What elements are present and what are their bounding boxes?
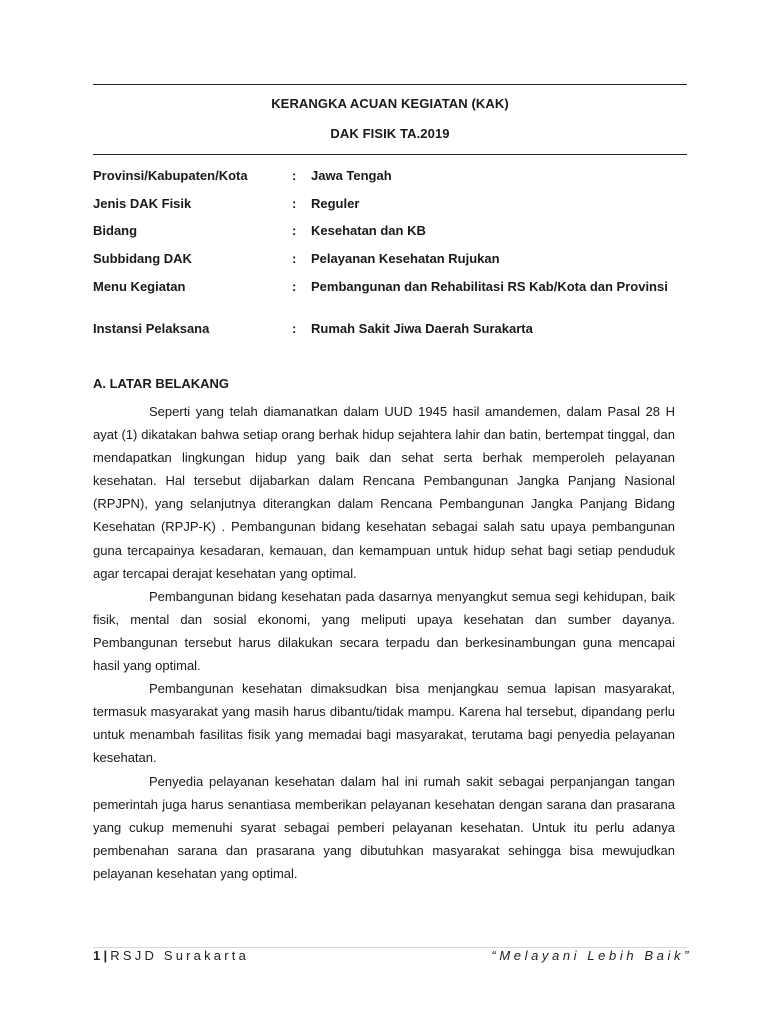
meta-colon: : <box>292 279 297 294</box>
paragraph: Pembangunan bidang kesehatan pada dasarnya menyangkut semua segi kehidupan, baik fisik, mental dan sosial ekonomi, yang meliputi upaya kesehatan dan sumber dayanya. Pembangunan tersebut harus dilakukan secara terpadu dan berkesinambungan guna mencapai hasil yang optimal. <box>93 588 675 674</box>
paragraph: Seperti yang telah diamanatkan dalam UUD 1945 hasil amandemen, dalam Pasal 28 H ayat (1) dikatakan bahwa setiap orang berhak hidup sejahtera lahir dan batin, bertempat tinggal, dan mendapatkan lingkungan hidup yang baik dan sehat serta berhak memperoleh pelayanan kesehatan. Hal tersebut dijabarkan dalam Rencana Pembangunan Jangka Panjang Nasional (RPJPN), yang selanjutnya diterangkan dalam Rencana Pembangunan Jangka Panjang Bidang Kesehatan (RPJP-K) . Pembangunan bidang kesehatan sebagai salah satu upaya pembangunan guna tercapainya kesadaran, kemauan, dan kemampuan untuk hidup sehat bagi setiap penduduk agar tercapai derajat kesehatan yang optimal. <box>93 404 675 581</box>
document-title: KERANGKA ACUAN KEGIATAN (KAK) <box>271 96 509 111</box>
header-divider <box>93 154 687 155</box>
meta-label: Bidang <box>93 223 138 238</box>
meta-colon: : <box>292 251 297 266</box>
meta-value: Jawa Tengah <box>311 168 392 183</box>
page-number: 1 <box>93 948 104 963</box>
document-subtitle: DAK FISIK TA.2019 <box>330 126 450 141</box>
footer-organization: RSJD Surakarta <box>110 948 250 963</box>
meta-value: Pembangunan dan Rehabilitasi RS Kab/Kota dan Provinsi <box>311 279 668 294</box>
footer-left <box>93 948 249 963</box>
meta-value: Kesehatan dan KB <box>311 223 426 238</box>
meta-label: Jenis DAK Fisik <box>93 196 192 211</box>
meta-colon: : <box>292 223 297 238</box>
meta-value: Reguler <box>311 196 360 211</box>
meta-label: Subbidang DAK <box>93 251 192 266</box>
footer-motto: “Melayani Lebih Baik” <box>491 948 692 963</box>
meta-colon: : <box>292 321 297 336</box>
meta-label: Menu Kegiatan <box>93 279 186 294</box>
footer-separator: | <box>103 948 111 963</box>
meta-label: Instansi Pelaksana <box>93 321 210 336</box>
meta-value: Rumah Sakit Jiwa Daerah Surakarta <box>311 321 533 336</box>
meta-value: Pelayanan Kesehatan Rujukan <box>311 251 500 266</box>
meta-label: Provinsi/Kabupaten/Kota <box>93 168 248 183</box>
meta-colon: : <box>292 168 297 183</box>
section-body <box>93 400 675 885</box>
section-heading: A. LATAR BELAKANG <box>93 376 230 391</box>
paragraph: Penyedia pelayanan kesehatan dalam hal ini rumah sakit sebagai perpanjangan tangan pemerintah juga harus senantiasa memberikan pelayanan kesehatan dengan sarana dan prasarana yang cukup memenuhi syarat sebagai pemberi pelayanan kesehatan. Untuk itu perlu adanya pembenahan sarana dan prasarana yang dibutuhkan masyarakat sehingga bisa mewujudkan pelayanan kesehatan yang optimal. <box>93 773 675 881</box>
meta-colon: : <box>292 196 297 211</box>
top-divider <box>93 84 687 85</box>
paragraph: Pembangunan kesehatan dimaksudkan bisa menjangkau semua lapisan masyarakat, termasuk masyarakat yang masih harus dibantu/tidak mampu. Karena hal tersebut, dipandang perlu untuk menambah fasilitas fisik yang memadai bagi masyarakat, terutama bagi penyedia pelayanan kesehatan. <box>93 681 675 766</box>
